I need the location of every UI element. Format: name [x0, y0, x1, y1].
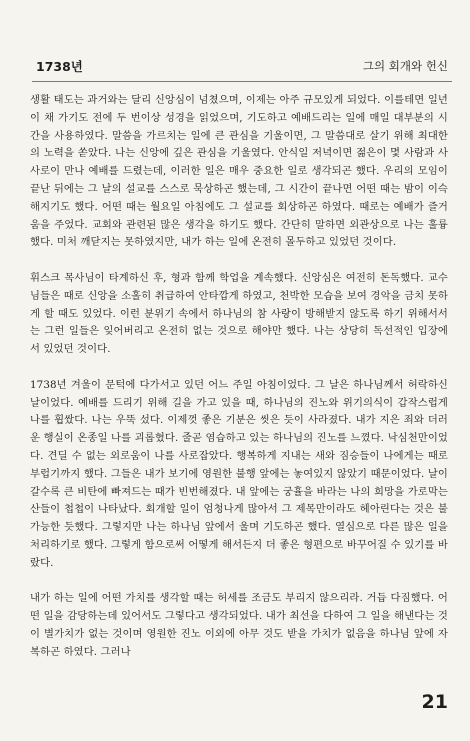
chapter-year: 1738년 — [36, 59, 83, 74]
running-header — [36, 58, 448, 74]
body-text — [30, 92, 448, 662]
header-rule — [32, 81, 452, 82]
paragraph: 생활 태도는 과거와는 달리 신앙심이 넘쳤으며, 이제는 아주 규모있게 되었다. 이를테면 일년이 채 가기도 전에 두 번이상 성경을 읽었으며, 기도하고 예배드리는 일에 매일 대부분의 시간을 사용하였다. 말씀을 가르치는 일에 큰 관심을 기울이면, 그 말씀대로 살기 위해 최대한의 노력을 쏟았다. 나는 신앙에 깊은 관심을 기울였다. 안식일 저녁이면 젊은이 몇 사람과 사사로이 만나 예배를 드렸는데, 이러한 일은 매우 중요한 일로 생각되곤 했다. 우리의 모임이 끝난 뒤에는 그 날의 설교를 스스로 묵상하곤 했는데, 그 시간이 끝나면 어떤 때는 밤이 이슥해지기도 했다. 어떤 때는 월요일 아침에도 그 설교를 회상하곤 하였다. 때로는 예배가 즐거움을 주었다. 교회와 관련된 많은 생각을 하기도 했다. 간단히 말하면 외관상으로 나는 훌륭했다. 미처 깨닫지는 못하였지만, 내가 하는 일에 온전히 몰두하고 있었던 것이다. — [30, 94, 448, 249]
running-title: 그의 회개와 헌신 — [362, 59, 448, 73]
paragraph: 내가 하는 일에 어떤 가치를 생각할 때는 허세를 조금도 부리지 않으리라. 거듭 다짐했다. 어떤 일을 감당하는데 있어서도 그렇다고 생각되었다. 내가 최선을 다하여 그 일을 해낸다는 것이 별가치가 없는 것이며 영원한 진노 이외에 아무 것도 받을 가치가 없음을 하나님 앞에 자복하곤 하였다. 그러나 — [30, 592, 448, 658]
paragraph: 휘스크 목사님이 타계하신 후, 형과 함께 학업을 계속했다. 신앙심은 여전히 돈독했다. 교수님들은 때로 신앙을 소홀히 취급하여 안타깝게 하였고, 천박한 모습을 보여 경악을 금치 못하게 할 때도 있었다. 이런 분위기 속에서 하나님의 참 사랑이 방해받지 않도록 하기 위해서서는 그런 일들은 잊어버리고 온전히 없는 것으로 해야만 했다. 나는 상당히 독선적인 입장에 서 있었던 것이다. — [30, 271, 448, 356]
page-number: 21 — [421, 691, 448, 713]
paragraph: 1738년 겨울이 문턱에 다가서고 있던 어느 주일 아침이었다. 그 날은 하나님께서 허락하신 날이었다. 예배를 드리기 위해 길을 가고 있을 때, 하나님의 진노와 위기의식이 갑작스럽게 나를 휩쌌다. 나는 우뚝 섰다. 이제껏 좋은 기분은 씻은 듯이 사라졌다. 내가 지은 죄와 더러운 행실이 온종일 나를 괴롭혔다. 줄곧 염습하고 있는 하나님의 진노를 느꼈다. 낙심천만이었다. 견딜 수 없는 외로움이 나를 사로잡았다. 행복하게 지내는 새와 짐승들이 나에게는 때로 부럽기까지 했다. 그들은 내가 보기에 영원한 불행 앞에는 놓여있지 않았기 때문이었다. 날이 갈수록 큰 비탄에 빠져드는 때가 빈번해졌다. 내 앞에는 궁휼을 바라는 나의 희망을 가로막는 산들이 첩첩이 나타났다. 회개할 일이 엄청나게 많아서 그 제목만이라도 헤아린다는 것은 불가능한 듯했다. 그렇지만 나는 하나님 앞에서 울며 기도하곤 했다. 열심으로 다른 많은 일을 처리하기로 했다. 그렇게 함으로써 어떻게 해서든지 더 좋은 형편으로 바꾸어질 수 있기를 바랐다. — [30, 378, 448, 569]
